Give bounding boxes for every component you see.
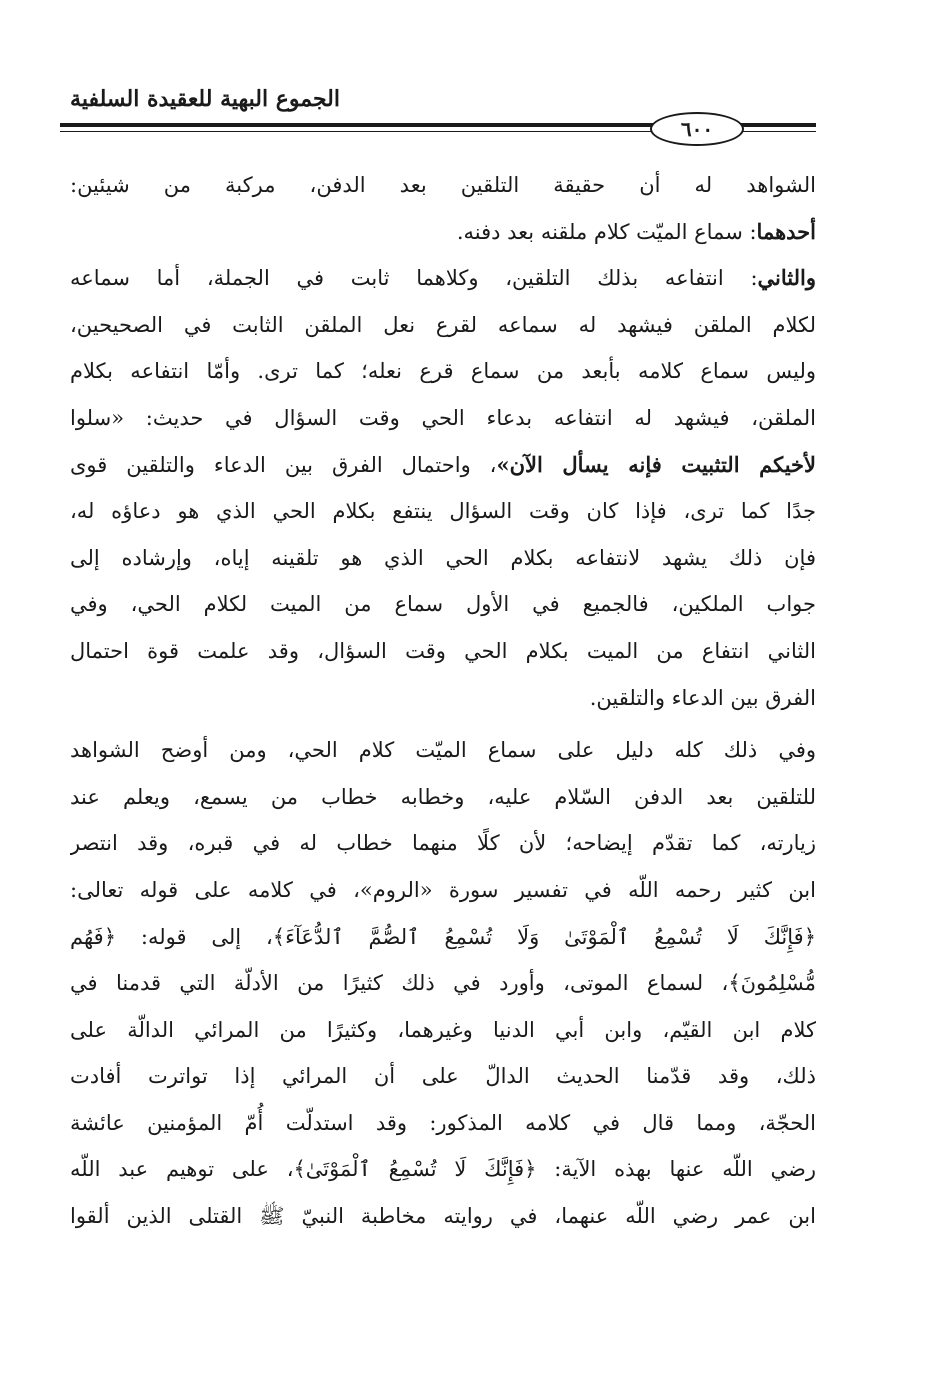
line-text: الملقن، فيشهد له انتفاعه بدعاء الحي وقت السؤال في حديث: «سلوا (70, 405, 816, 430)
text-line (70, 488, 816, 535)
text-line (70, 774, 816, 821)
line-text: الفرق بين الدعاء والتلقين. (589, 685, 816, 710)
text-line (70, 914, 816, 961)
text-line (70, 1100, 816, 1147)
line-lead: أحدهما (756, 218, 816, 244)
line-text: زيارته، كما تقدّم إيضاحه؛ لأن كلًا منهما خطاب له في قبره، وقد انتصر (70, 831, 816, 856)
line-text: فإن ذلك يشهد لانتفاعه بكلام الحي الذي هو تلقينه إياه، وإرشاده إلى (70, 545, 816, 570)
text-line (70, 581, 816, 628)
text-line (70, 209, 816, 256)
text-line (70, 442, 816, 489)
line-text: الشواهد له أن حقيقة التلقين بعد الدفن، مركبة من شيئين: (70, 173, 816, 197)
page-number: ٦٠٠ (650, 112, 744, 146)
body-text (70, 162, 816, 1240)
text-line (70, 302, 816, 349)
line-text: وليس سماع كلامه بأبعد من سماع قرع نعله؛ كما ترى. وأمّا انتفاعه بكلام (70, 359, 816, 384)
line-text: وفي ذلك كله دليل على سماع الميّت كلام الحي، ومن أوضح الشواهد (70, 738, 816, 763)
line-text: ، واحتمال الفرق بين الدعاء والتلقين قوى (70, 452, 497, 477)
line-text: ﴿فَإِنَّكَ لَا تُسْمِعُ ٱلْمَوْتَىٰ وَلَا تُسْمِعُ ٱلصُّمَّ ٱلدُّعَآءَ﴾، إلى قوله: ﴿فَهُم (70, 924, 816, 949)
line-text: الثاني انتفاع من الميت بكلام الحي وقت السؤال، وقد علمت قوة احتمال (70, 638, 816, 663)
text-line (70, 1053, 816, 1100)
line-text: ابن عمر رضي اللّه عنهما، في روايته مخاطبة النبيّ ﷺ القتلى الذين ألقوا (70, 1204, 816, 1229)
text-line (70, 1007, 816, 1054)
text-line (70, 1146, 816, 1193)
text-line (70, 162, 816, 209)
line-text: : سماع الميّت كلام ملقنه بعد دفنه. (456, 219, 757, 244)
line-text: مُّسْلِمُونَ﴾، لسماع الموتى، وأورد في ذلك كثيرًا من الأدلّة التي قدمنا في (70, 971, 816, 996)
text-line (70, 960, 816, 1007)
line-text: كلام ابن القيّم، وابن أبي الدنيا وغيرهما، وكثيرًا من المرائي الدالّة على (70, 1017, 816, 1042)
line-text: ذلك، وقد قدّمنا الحديث الدالّ على أن المرائي إذا تواترت أفادت (70, 1064, 816, 1089)
line-text: جواب الملكين، فالجميع في الأول سماع من الميت لكلام الحي، وفي (70, 592, 816, 617)
text-line (70, 348, 816, 395)
text-line (70, 820, 816, 867)
line-lead: لأخيكم التثبيت فإنه يسأل الآن» (496, 451, 816, 477)
line-text: لكلام الملقن فيشهد له سماعه لقرع نعل الملقن الثابت في الصحيحين، (70, 312, 816, 337)
text-line (70, 1193, 816, 1240)
text-line (70, 395, 816, 442)
text-line (70, 727, 816, 774)
line-text: الحجّة، ومما قال في كلامه المذكور: وقد استدلّت أُمّ المؤمنين عائشة (70, 1110, 816, 1135)
line-text: للتلقين بعد الدفن السّلام عليه، وخطابه خطاب من يسمع، ويعلم عند (70, 784, 816, 809)
text-line (70, 628, 816, 675)
text-line (70, 867, 816, 914)
line-text: رضي اللّه عنها بهذه الآية: ﴿فَإِنَّكَ لَا تُسْمِعُ ٱلْمَوْتَىٰ﴾، على توهيم عبد اللّه (70, 1157, 816, 1182)
text-line (70, 255, 816, 302)
text-line (70, 535, 816, 582)
text-line (70, 675, 816, 722)
running-title: الجموع البهية للعقيدة السلفية (70, 86, 340, 112)
line-text: : انتفاعه بذلك التلقين، وكلاهما ثابت في الجملة، أما سماعه (70, 266, 758, 291)
line-text: جدًا كما ترى، فإذا كان وقت السؤال ينتفع بكلام الحي الذي هو دعاؤه له، (70, 499, 816, 524)
line-lead: والثاني (757, 265, 816, 291)
line-text: ابن كثير رحمه اللّه في تفسير سورة «الروم»، في كلامه على قوله تعالى: (70, 877, 816, 902)
